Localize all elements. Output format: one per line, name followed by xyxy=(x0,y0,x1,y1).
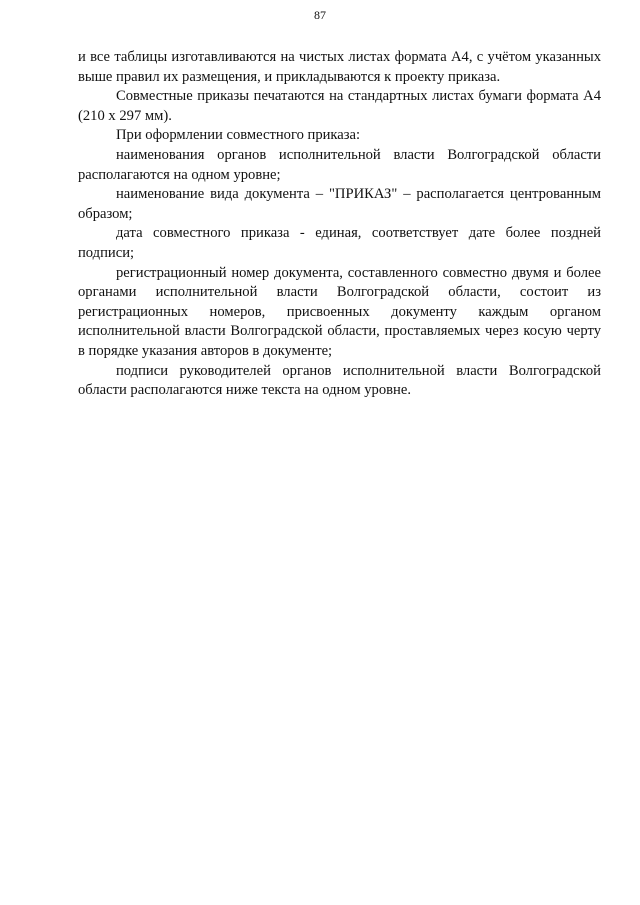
page-number: 87 xyxy=(314,8,326,22)
paragraph-continuation: и все таблицы изготавливаются на чистых листах формата А4, с учётом указанных выше правил их размещения, и прикладываются к проекту приказа. xyxy=(78,49,601,85)
paragraph-order-date: дата совместного приказа - единая, соответствует дате более поздней подписи; xyxy=(78,225,601,261)
paragraph-signatures: подписи руководителей органов исполнительной власти Волгоградской области располагаются ниже текста на одном уровне. xyxy=(78,362,601,399)
paragraph-joint-order-intro: При оформлении совместного приказа: xyxy=(116,127,361,144)
paragraph-joint-orders-paper: Совместные приказы печатаются на стандартных листах бумаги формата А4 (210 х 297 мм). xyxy=(78,88,601,124)
paragraph-registration-number: регистрационный номер документа, составленного совместно двумя и более органами исполнительной власти Волгоградской области, состоит из регистрационных номеров, присвоенных документу каждым органом исполнительной власти Волгоградской области, проставляемых через косую черту в порядке указания авторов в документе; xyxy=(78,264,601,359)
paragraph-authority-names: наименования органов исполнительной власти Волгоградской области располагаются на одном уровне; xyxy=(78,146,601,183)
paragraph-document-type: наименование вида документа – "ПРИКАЗ" – располагается центрованным образом; xyxy=(78,186,601,222)
document-body xyxy=(78,48,601,401)
